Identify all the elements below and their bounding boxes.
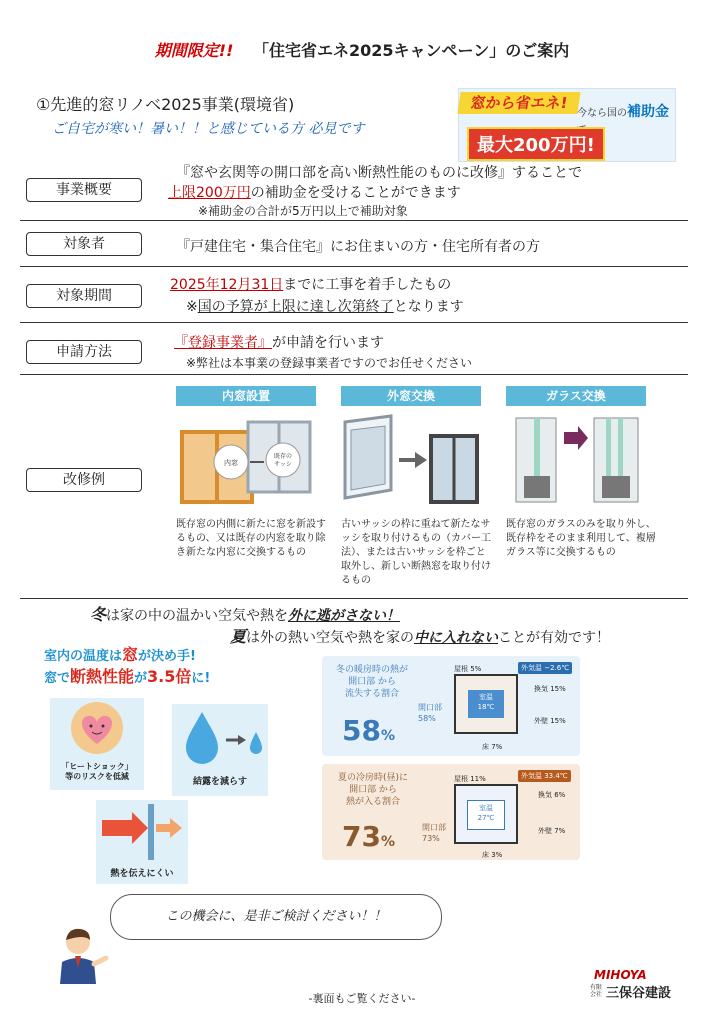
heat-shock-label: 「ヒートショック」 等のリスクを低減 <box>61 762 133 781</box>
card-glass-title: ガラス交換 <box>506 386 646 406</box>
promo-line2: 今なら国の補助金 <box>577 104 669 120</box>
summer-floor: 床 3% <box>482 851 503 859</box>
overview-line1: 『窓や玄関等の開口部を高い断熱性能のものに改修』することで <box>176 165 582 181</box>
limited-badge: 期間限定!! <box>154 41 234 60</box>
summer-vent: 換気 6% <box>538 791 566 799</box>
card-glass-text: 既存窓のガラスのみを取り外し、既存枠をそのまま利用して、複層ガラス等に交換するもの <box>506 519 656 558</box>
promo-line3: 最大200万円! <box>467 127 605 161</box>
inner-window-label: 内窓 <box>224 459 238 467</box>
summer-label: 夏の冷房時(昼)に 開口部 から 熱が入る割合 <box>337 773 409 807</box>
company-type: 有限 会社 <box>590 984 603 998</box>
inner-window-illustration <box>176 412 316 507</box>
heat-shock-tile <box>50 698 144 790</box>
svg-text:既存の: 既存の <box>273 453 293 460</box>
person-icon <box>56 924 112 984</box>
winter-info-panel <box>322 656 580 756</box>
winter-label: 冬の暖房時の熱が 開口部 から 流失する割合 <box>335 665 408 699</box>
promo-banner <box>458 88 676 162</box>
label-method: 申請方法 <box>26 340 142 364</box>
label-examples: 改修例 <box>26 468 142 492</box>
summer-wall: 外壁 7% <box>538 827 566 835</box>
card-inner-window-title: 内窓設置 <box>176 386 316 406</box>
summer-roof: 屋根 11% <box>454 775 486 783</box>
section-title: ①先進的窓リノベ2025事業(環境省) <box>36 95 295 114</box>
method-note: ※弊社は本事業の登録事業者ですのでお任せください <box>186 356 473 370</box>
winter-roof: 屋根 5% <box>454 665 482 673</box>
winter-house <box>454 674 518 734</box>
tip-winter: 冬は家の中の温かい空気や熱を外に逃がさない！ <box>90 605 401 624</box>
water-drop-icon <box>172 704 268 770</box>
winter-opening: 開口部 58% <box>418 703 442 723</box>
overview-note: ※補助金の合計が5万円以上で補助対象 <box>198 204 408 218</box>
winter-outdoor: 外気温 −2.6℃ <box>518 662 572 674</box>
condensation-tile <box>172 704 268 796</box>
card-inner-window-text: 既存窓の内側に新たに窓を新設するもの、又は既存の内窓を取り除き新たな内窓に交換するもの <box>176 519 326 558</box>
brand-logo: MIHOYA <box>594 968 647 982</box>
page-title: 「住宅省エネ2025キャンペーン」のご案内 <box>252 41 570 60</box>
winter-floor: 床 7% <box>482 743 503 751</box>
period-line2: ※国の予算が上限に達し次第終了となります <box>186 299 464 315</box>
target-text: 『戸建住宅・集合住宅』にお住まいの方・住宅所有者の方 <box>176 239 540 255</box>
condensation-label: 結露を減らす <box>192 777 247 787</box>
heat-transfer-label: 熱を伝えにくい <box>110 869 174 879</box>
winter-vent: 換気 15% <box>534 685 566 693</box>
benefit-heading-2: 窓で断熱性能が3.5倍に! <box>44 667 211 686</box>
winter-pct: 58% <box>342 714 395 747</box>
card-outer-window-title: 外窓交換 <box>341 386 481 406</box>
card-outer-window-text: 古いサッシの枠に重ねて新たなサッシを取り付けるもの（カバー工法）、または古いサッシを枠ごと取外し、新しい断熱窓を取り付けるもの <box>341 519 491 586</box>
divider <box>20 266 688 267</box>
glass-replacement-illustration <box>506 412 646 507</box>
heart-face-icon <box>50 698 144 758</box>
closing-bubble: この機会に、是非ご検討ください！！ <box>110 894 442 940</box>
winter-room: 室温 18℃ <box>468 690 504 718</box>
summer-info-panel <box>322 764 580 860</box>
overview-line2: 上限200万円の補助金を受けることができます <box>168 185 461 201</box>
tip-summer: 夏は外の熱い空気や熱を家の中に入れないことが有効です！ <box>230 627 611 646</box>
benefit-heading-1: 室内の温度は窓が決め手! <box>44 645 196 664</box>
section-subtitle: ご自宅が寒い！暑い！！と感じている方 必見です <box>52 121 365 137</box>
heat-transfer-tile <box>96 800 188 884</box>
divider <box>20 598 688 599</box>
divider <box>20 374 688 375</box>
company-name: 三保谷建設 <box>606 986 672 1001</box>
heat-arrow-icon <box>96 800 188 862</box>
summer-pct: 73% <box>342 820 395 853</box>
divider <box>20 220 688 221</box>
summer-room: 室温 27℃ <box>467 800 505 830</box>
period-line1: 2025年12月31日までに工事を着手したもの <box>170 277 452 293</box>
divider <box>20 322 688 323</box>
outer-window-illustration <box>341 412 481 507</box>
svg-text:サッシ: サッシ <box>274 461 292 468</box>
winter-wall: 外壁 15% <box>534 717 566 725</box>
label-target: 対象者 <box>26 232 142 256</box>
page-header <box>0 38 724 61</box>
label-period: 対象期間 <box>26 284 142 308</box>
summer-opening: 開口部 73% <box>422 823 446 843</box>
promo-line1: 窓から省エネ! <box>457 92 580 114</box>
method-line1: 『登録事業者』が申請を行います <box>174 335 384 351</box>
label-overview: 事業概要 <box>26 178 142 202</box>
footer-note: -裏面もご覧ください- <box>308 992 416 1005</box>
summer-outdoor: 外気温 33.4℃ <box>518 770 571 782</box>
summer-house <box>454 784 518 844</box>
